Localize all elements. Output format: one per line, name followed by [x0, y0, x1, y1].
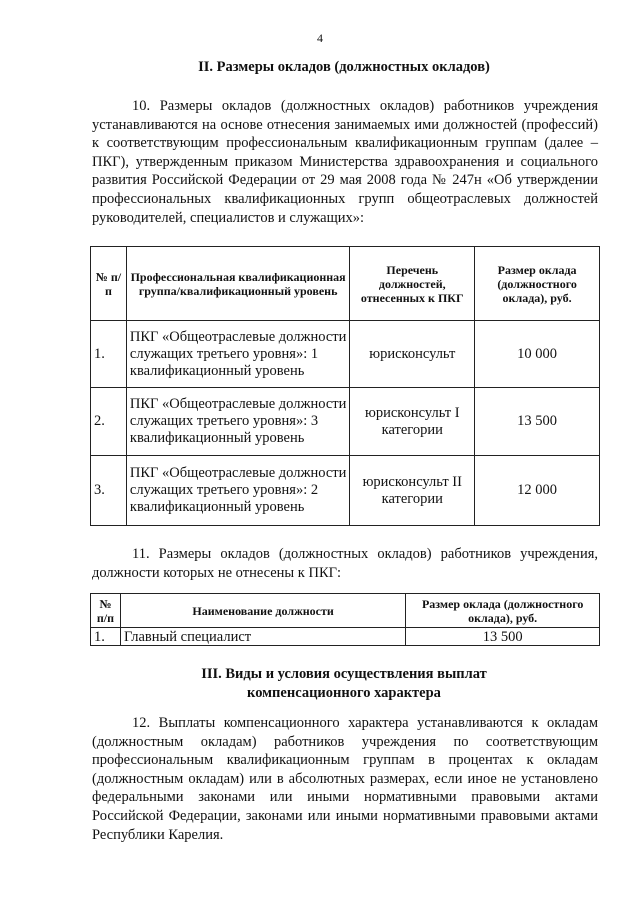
table-row — [91, 388, 600, 456]
row-num: 2. — [91, 388, 127, 456]
paragraph-10-text: 10. Размеры окладов (должностных окладов) работников учреждения устанавливаются на основе отнесения занимаемых ими должностей (профессий) к соответствующим профессиональным квалификационным группам (далее – ПКГ), утвержденным приказом Министерства здравоохранения и социального развития Российской Федерации от 29 мая 2008 года № 247н «Об утверждении профессиональных квалификационных групп общеотраслевых должностей руководителей, специалистов и служащих»: — [92, 98, 598, 226]
paragraph-12-text: 12. Выплаты компенсационного характера устанавливаются к окладам (должностным окладам) работников учреждения по соответствующим профессиональным квалификационным группам в процентах к окладам (должностным окладам) или в абсолютных размерах, если иное не установлено федеральными законами или иными нормативными правовыми актами Российской Федерации, законами или иными нормативными правовыми актами Республики Карелия. — [92, 715, 598, 843]
section-3-heading-line-1: III. Виды и условия осуществления выплат — [201, 666, 487, 682]
row-salary: 13 500 — [406, 628, 600, 646]
row-name: Главный специалист — [120, 628, 405, 646]
table-row — [91, 628, 600, 646]
col-header-salary: Размер оклада (должностного оклада), руб. — [406, 594, 600, 628]
section-2-heading: II. Размеры окладов (должностных окладов) — [198, 59, 490, 75]
row-salary: 10 000 — [475, 321, 600, 388]
row-position: юрисконсульт I категории — [350, 388, 475, 456]
row-num: 1. — [91, 628, 121, 646]
row-group: ПКГ «Общеотраслевые должности служащих третьего уровня»: 2 квалификационный уровень — [126, 456, 349, 526]
page-number: 4 — [317, 31, 323, 45]
col-header-salary: Размер оклада (должностного оклада), руб. — [475, 247, 600, 321]
col-header-num: № п/п — [91, 247, 127, 321]
salary-table-pkg — [90, 246, 600, 526]
row-position: юрисконсульт — [350, 321, 475, 388]
section-3-heading-line-2: компенсационного характера — [247, 685, 441, 701]
row-num: 3. — [91, 456, 127, 526]
paragraph-11 — [92, 545, 598, 582]
salary-table-other — [90, 593, 600, 646]
paragraph-12 — [92, 714, 598, 844]
col-header-name: Наименование должности — [120, 594, 405, 628]
row-salary: 12 000 — [475, 456, 600, 526]
table-header-row — [91, 594, 600, 628]
paragraph-11-text: 11. Размеры окладов (должностных окладов) работников учреждения, должности которых не отнесены к ПКГ: — [92, 546, 598, 581]
row-salary: 13 500 — [475, 388, 600, 456]
row-num: 1. — [91, 321, 127, 388]
row-group: ПКГ «Общеотраслевые должности служащих третьего уровня»: 3 квалификационный уровень — [126, 388, 349, 456]
table-row — [91, 321, 600, 388]
paragraph-10 — [92, 97, 598, 227]
table-row — [91, 456, 600, 526]
table-header-row — [91, 247, 600, 321]
col-header-num: № п/п — [91, 594, 121, 628]
row-position: юрисконсульт II категории — [350, 456, 475, 526]
col-header-group: Профессиональная квалификационная группа/квалификационный уровень — [126, 247, 349, 321]
row-group: ПКГ «Общеотраслевые должности служащих третьего уровня»: 1 квалификационный уровень — [126, 321, 349, 388]
col-header-positions: Перечень должностей, отнесенных к ПКГ — [350, 247, 475, 321]
